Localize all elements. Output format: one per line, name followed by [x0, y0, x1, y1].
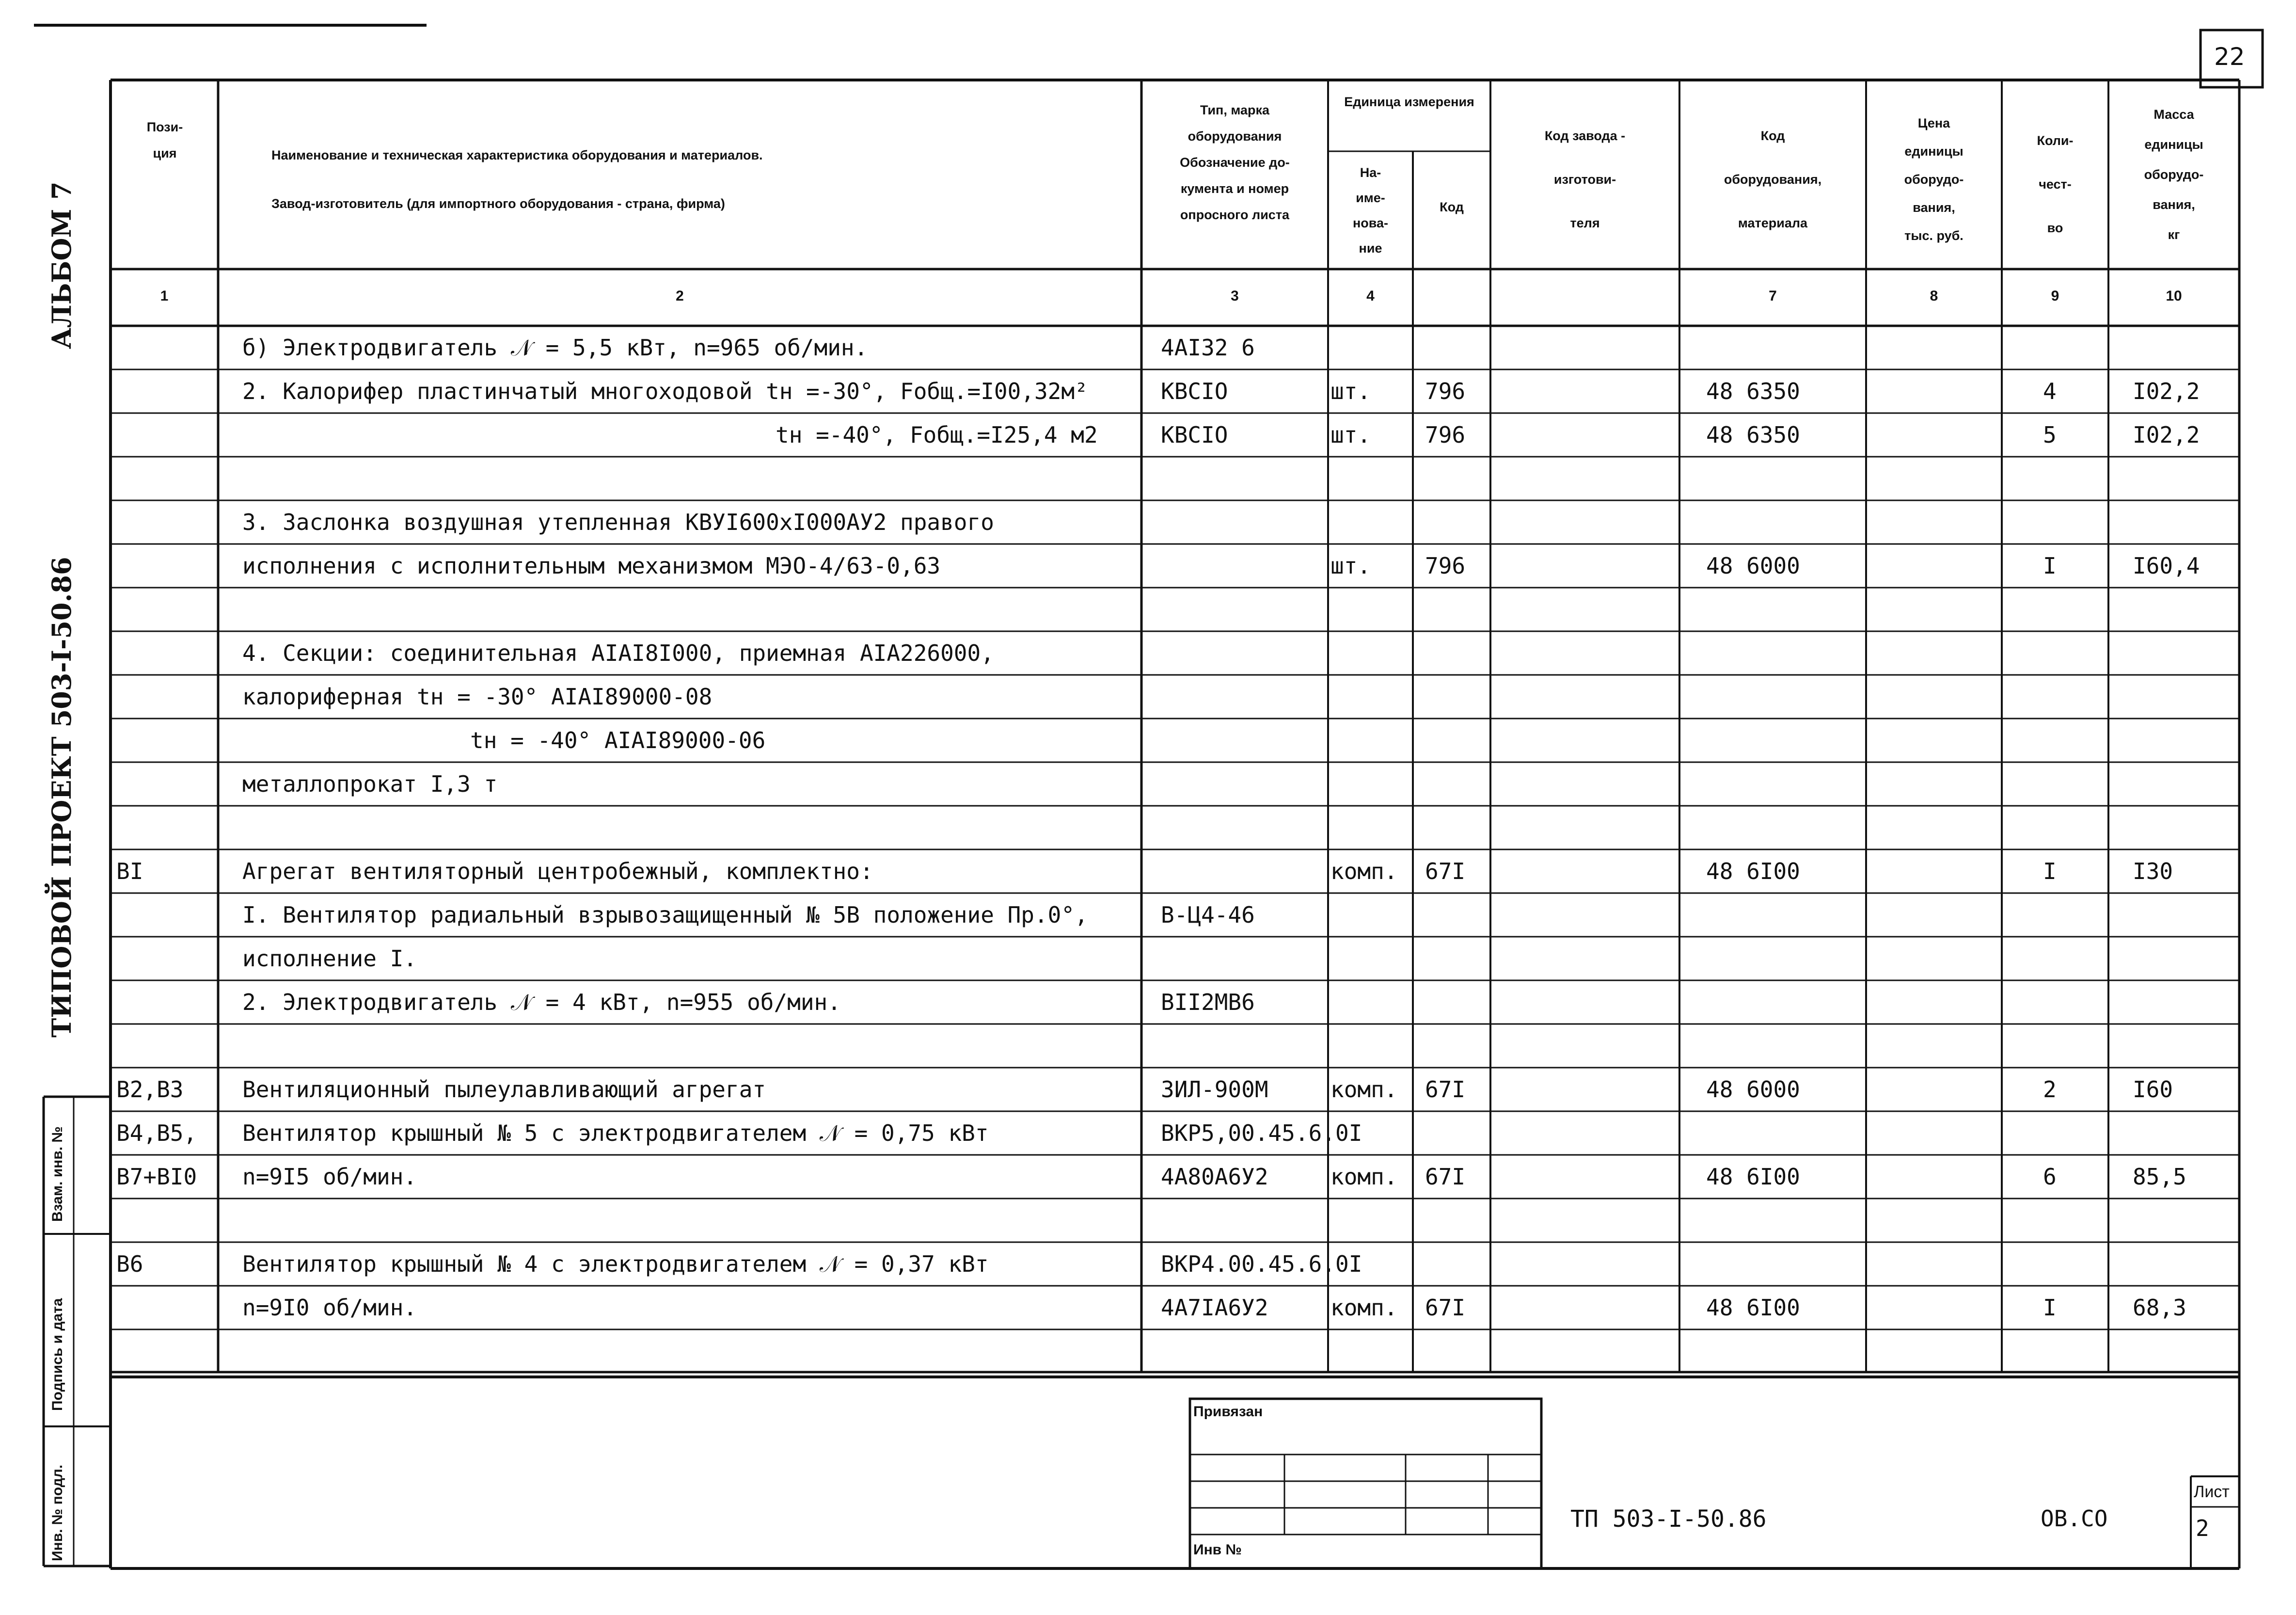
header-name: Наименование и техническая характеристика оборудования и материалов. Завод-изготовитель (для импортного оборудования - страна, фирма) — [271, 148, 763, 211]
doc-code: ТП 503-I-50.86 — [1570, 1505, 1767, 1533]
cell-mass: I30 — [2133, 858, 2173, 884]
cell-unit: комп. — [1330, 1295, 1398, 1321]
project-label: ТИПОВОЙ ПРОЕКТ 503-I-50.86 — [46, 557, 77, 1038]
sheet-label: Лист — [2194, 1483, 2230, 1501]
cell-unit: комп. — [1330, 858, 1398, 884]
colnum-2: 2 — [676, 288, 684, 304]
header-type: Тип, марка оборудования Обозначение до- кумента и номер опросного листа — [1180, 103, 1290, 222]
header-equip-code: Код оборудования, материала — [1724, 128, 1822, 230]
header-unit-name: На- име- нова- ние — [1352, 165, 1389, 256]
cell-name: Агрегат вентиляторный центробежный, комплектно: — [242, 858, 873, 884]
cell-name: 3. Заслонка воздушная утепленная КВУI600хI000АУ2 правого — [242, 509, 994, 535]
cell-name: tн = -40° AIAI89000-06 — [470, 727, 766, 753]
header-unit: Единица измерения — [1344, 95, 1474, 109]
stamp-inv-replace: Взам. инв. № — [49, 1126, 65, 1222]
cell-unit: шт. — [1330, 378, 1371, 404]
cell-type: В-Ц4-46 — [1161, 902, 1255, 928]
colnum-4: 4 — [1366, 288, 1375, 304]
cell-quantity: I — [2043, 858, 2057, 884]
cell-type: КВСIO — [1161, 422, 1228, 448]
stamp-inv-no: Инв № — [1193, 1542, 1242, 1558]
cell-name: I. Вентилятор радиальный взрывозащищенный № 5В положение Пр.0°, — [242, 902, 1088, 928]
cell-quantity: 2 — [2043, 1076, 2057, 1103]
colnum-3: 3 — [1231, 288, 1239, 304]
cell-unit-code: 67I — [1425, 1076, 1466, 1103]
cell-type: ВКР5,00.45.6.0I — [1161, 1120, 1362, 1146]
cell-name: исполнения с исполнительным механизмом МЭО-4/63-0,63 — [242, 553, 941, 579]
colnum-10: 10 — [2166, 288, 2182, 304]
cell-unit-code: 796 — [1425, 422, 1466, 448]
cell-mass: I60 — [2133, 1076, 2173, 1103]
cell-equip-code: 48 6000 — [1706, 553, 1800, 579]
cell-mass: I02,2 — [2133, 378, 2200, 404]
cell-quantity: 6 — [2043, 1164, 2057, 1190]
cell-equip-code: 48 6I00 — [1706, 1295, 1800, 1321]
colnum-8: 8 — [1930, 288, 1938, 304]
cell-equip-code: 48 6000 — [1706, 1076, 1800, 1103]
cell-unit-code: 796 — [1425, 553, 1466, 579]
cell-mass: 68,3 — [2133, 1295, 2186, 1321]
cell-position: B6 — [116, 1251, 143, 1277]
cell-type: 4A7IA6У2 — [1161, 1295, 1268, 1321]
cell-equip-code: 48 6I00 — [1706, 858, 1800, 884]
cell-equip-code: 48 6350 — [1706, 378, 1800, 404]
cell-equip-code: 48 6350 — [1706, 422, 1800, 448]
cell-name: 4. Секции: соединительная AIAI8I000, приемная AIA226000, — [242, 640, 994, 666]
cell-quantity: 4 — [2043, 378, 2057, 404]
cell-position: B7+BI0 — [116, 1164, 197, 1190]
cell-unit-code: 67I — [1425, 1295, 1466, 1321]
cell-type: ЗИЛ-900М — [1161, 1076, 1268, 1103]
cell-name: металлопрокат I,3 т — [242, 771, 498, 797]
cell-name: б) Электродвигатель 𝒩 = 5,5 кВт, n=965 об/мин. — [242, 335, 868, 361]
cell-unit-code: 796 — [1425, 378, 1466, 404]
cell-position: B2,B3 — [116, 1076, 184, 1103]
cell-name: Вентиляционный пылеулавливающий агрегат — [242, 1076, 766, 1103]
cell-unit-code: 67I — [1425, 858, 1466, 884]
cell-mass: I02,2 — [2133, 422, 2200, 448]
header-mass: Масса единицы оборудо- вания, кг — [2144, 107, 2204, 242]
colnum-7: 7 — [1769, 288, 1777, 304]
colnum-9: 9 — [2051, 288, 2059, 304]
cell-quantity: I — [2043, 553, 2057, 579]
cell-name: Вентилятор крышный № 4 с электродвигателем 𝒩 = 0,37 кВт — [242, 1251, 989, 1277]
cell-unit: комп. — [1330, 1076, 1398, 1103]
cell-unit: шт. — [1330, 422, 1371, 448]
cell-name: 2. Электродвигатель 𝒩 = 4 кВт, n=955 об/мин. — [242, 989, 841, 1015]
header-unit-code: Код — [1440, 200, 1464, 214]
cell-name: Вентилятор крышный № 5 с электродвигателем 𝒩 = 0,75 кВт — [242, 1120, 989, 1146]
cell-equip-code: 48 6I00 — [1706, 1164, 1800, 1190]
cell-name: n=9I0 об/мин. — [242, 1295, 417, 1321]
cell-type: ВКР4.00.45.6.0I — [1161, 1251, 1362, 1277]
cell-name: калориферная tн = -30° AIAI89000-08 — [242, 684, 713, 710]
cell-unit: комп. — [1330, 1164, 1398, 1190]
page-number: 22 — [2214, 43, 2245, 71]
cell-mass: I60,4 — [2133, 553, 2200, 579]
album-label: АЛЬБОМ 7 — [46, 181, 77, 349]
cell-type: 4A80A6У2 — [1161, 1164, 1268, 1190]
cell-quantity: 5 — [2043, 422, 2057, 448]
header-pos: Пози- ция — [146, 120, 183, 160]
cell-name: 2. Калорифер пластинчатый многоходовой tн =-30°, Fобщ.=I00,32м² — [242, 378, 1088, 404]
cell-unit-code: 67I — [1425, 1164, 1466, 1190]
cell-position: BI — [116, 858, 143, 884]
cell-name: исполнение I. — [242, 945, 417, 972]
cell-type: КВСIO — [1161, 378, 1228, 404]
stamp-inv-orig: Инв. № подл. — [49, 1464, 65, 1561]
cell-type: 4AI32 6 — [1161, 335, 1255, 361]
cell-name: n=9I5 об/мин. — [242, 1164, 417, 1190]
header-price: Цена единицы оборудо- вания, тыс. руб. — [1904, 116, 1964, 243]
stamp-bound: Привязан — [1193, 1404, 1263, 1420]
cell-name: tн =-40°, Fобщ.=I25,4 м2 — [776, 422, 1098, 448]
sheet-number: 2 — [2196, 1515, 2209, 1541]
header-plant-code: Код завода - изготови- теля — [1544, 128, 1626, 230]
cell-unit: шт. — [1330, 553, 1371, 579]
cell-quantity: I — [2043, 1295, 2057, 1321]
cell-type: BII2MB6 — [1161, 989, 1255, 1015]
header-qty: Коли- чест- во — [2037, 133, 2074, 235]
stamp-sign-date: Подпись и дата — [49, 1298, 65, 1411]
section-code: ОВ.СО — [2041, 1505, 2108, 1532]
cell-mass: 85,5 — [2133, 1164, 2186, 1190]
colnum-1: 1 — [160, 288, 169, 304]
cell-position: B4,B5, — [116, 1120, 197, 1146]
